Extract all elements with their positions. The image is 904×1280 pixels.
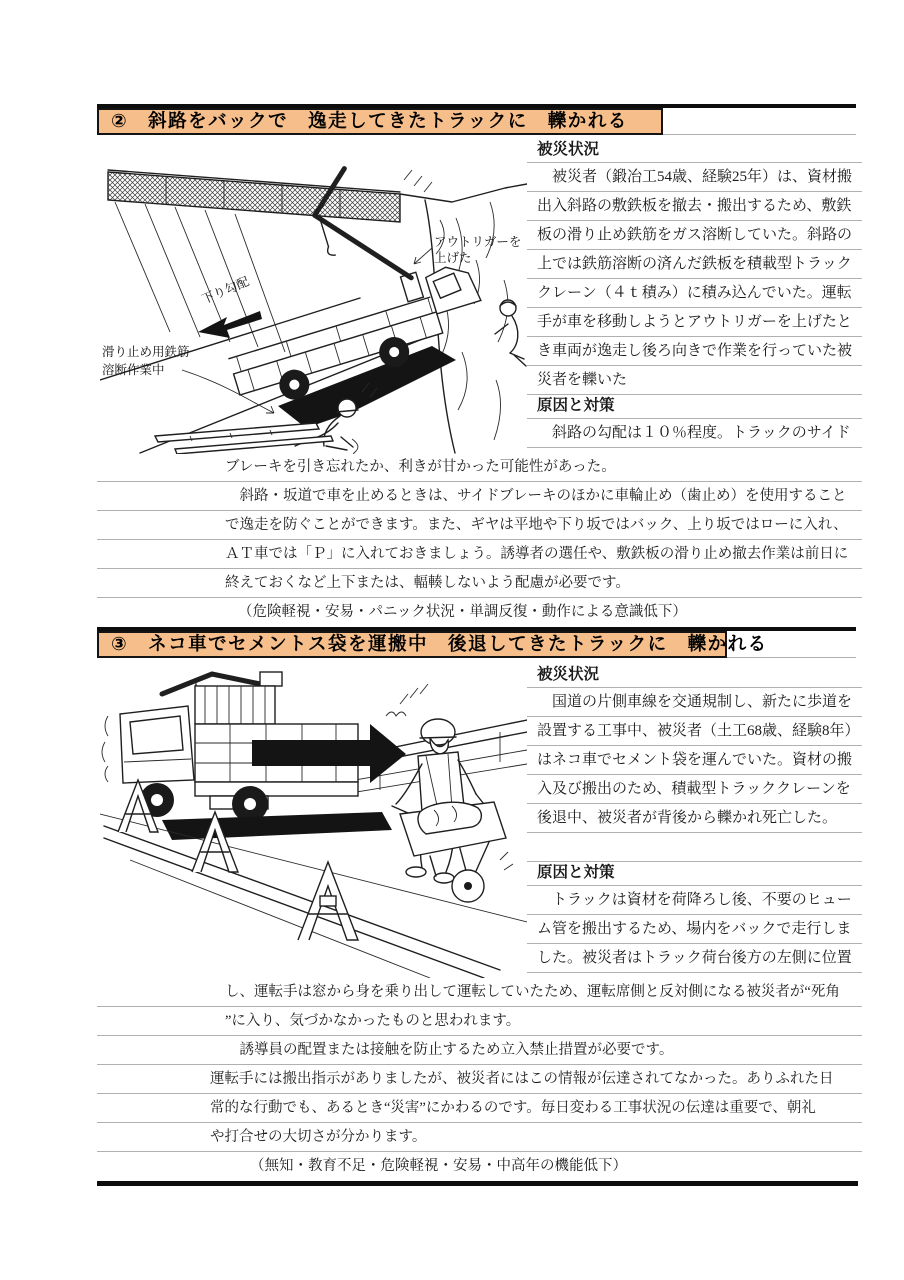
banner-2 xyxy=(97,108,663,135)
text-line: 斜路・坂道で車を止めるときは、サイドブレーキのほかに車輪止め（歯止め）を使用すること xyxy=(97,482,862,511)
status-heading: 被災状況 xyxy=(527,664,862,688)
text-line: 設置する工事中、被災者（土工68歳、経験8年） xyxy=(527,717,862,746)
label-downhill-grade: 下り勾配 xyxy=(199,273,252,307)
wheelbarrow xyxy=(392,794,513,902)
illustration-slope-accident xyxy=(100,140,527,454)
chain-link-fence xyxy=(108,170,400,222)
section3-full-width xyxy=(97,978,862,1181)
truck-shadow xyxy=(162,812,392,840)
cause-heading: 原因と対策 xyxy=(527,862,862,886)
text-line: で逸走を防ぐことができます。また、ギヤは平地や下り坂ではバック、上り坂ではローに入れ、 xyxy=(97,511,862,540)
section3-right-column xyxy=(527,664,862,973)
text-line xyxy=(527,833,862,862)
text-line: 終えておくなど上下または、輻輳しないよう配慮が必要です。 xyxy=(97,569,862,598)
label-outrigger-2: 上げた xyxy=(434,250,472,265)
text-line: き車両が逸走し後ろ向きで作業を行っていた被 xyxy=(527,337,862,366)
shock-marks xyxy=(400,684,428,704)
label-leader xyxy=(414,248,432,264)
text-line: 常的な行動でも、あるとき“災害”にかわるのです。毎日変わる工事状況の伝達は重要で、朝礼 xyxy=(97,1094,862,1123)
section2-full-width xyxy=(97,453,862,627)
text-line: 運転手には搬出指示がありましたが、被災者にはこの情報が伝達されてなかった。ありふれた日 xyxy=(97,1065,862,1094)
text-line: し、運転手は窓から身を乗り出して運転していたため、運転席側と反対側になる被災者が“死角 xyxy=(97,978,862,1007)
text-line: ム管を搬出するため、場内をバックで走行しま xyxy=(527,915,862,944)
text-line: はネコ車でセメント袋を運んでいた。資材の搬 xyxy=(527,746,862,775)
banner2-tail-rule xyxy=(663,134,856,135)
text-line: 上では鉄筋溶断の済んだ鉄板を積載型トラック xyxy=(527,250,862,279)
wheelbarrow-accident-drawing xyxy=(100,664,527,978)
speed-lines xyxy=(102,716,108,782)
slope-accident-drawing xyxy=(100,140,527,454)
text-line: クレーン（４ｔ積み）に積み込んでいた。運転 xyxy=(527,279,862,308)
section2-right-column xyxy=(527,139,862,448)
label-cutting-2: 溶断作業中 xyxy=(102,362,165,377)
text-line: 国道の片側車線を交通規制し、新たに歩道を xyxy=(527,688,862,717)
text-line: 斜路の勾配は１０％程度。トラックのサイド xyxy=(527,419,862,448)
text-line: 入及び搬出のため、積載型トラッククレーンを xyxy=(527,775,862,804)
text-line: 被災者（鍛冶工54歳、経験25年）は、資材搬 xyxy=(527,163,862,192)
shock-marks xyxy=(500,852,513,870)
iron-plates xyxy=(155,423,333,454)
worker-outrigger xyxy=(495,300,526,366)
text-line: ＡＴ車では「Ｐ」に入れておきましょう。誘導者の選任や、敷鉄板の滑り止め撤去作業は前日に xyxy=(97,540,862,569)
shock-marks xyxy=(404,170,432,192)
downhill-arrow xyxy=(198,311,262,338)
page-bottom-rule xyxy=(97,1181,858,1186)
text-line: 板の滑り止め鉄筋をガス溶断していた。斜路の xyxy=(527,221,862,250)
text-line: 誘導員の配置または接触を防止するため立入禁止措置が必要です。 xyxy=(97,1036,862,1065)
text-line: ブレーキを引き忘れたか、利きが甘かった可能性があった。 xyxy=(97,453,862,482)
text-line: 災者を轢いた xyxy=(527,366,862,395)
banner3-tail-rule xyxy=(727,657,856,658)
text-line: （無知・教育不足・危険軽視・安易・中高年の機能低下） xyxy=(250,1158,627,1174)
text-line: 出入斜路の敷鉄板を撤去・搬出するため、敷鉄 xyxy=(527,192,862,221)
text-line: した。被災者はトラック荷台後方の左側に位置 xyxy=(527,944,862,973)
banner-3 xyxy=(97,631,768,658)
label-outrigger-1: アウトリガーを xyxy=(434,234,522,249)
text-line: トラックは資材を荷降ろし後、不要のヒュー xyxy=(527,886,862,915)
status-heading: 被災状況 xyxy=(527,139,862,163)
text-line: 手が車を移動しようとアウトリガーを上げたと xyxy=(527,308,862,337)
text-line: や打合せの大切さが分かります。 xyxy=(97,1123,862,1152)
text-line: 後退中、被災者が背後から轢かれ死亡した。 xyxy=(527,804,862,833)
cut-slope xyxy=(100,202,430,453)
label-cutting-1: 滑り止め用鉄筋 xyxy=(102,344,190,359)
illustration-wheelbarrow-accident xyxy=(100,664,527,978)
banner-3-title: ③ ネコ車でセメントス袋を運搬中 後退してきたトラックに 轢かれる xyxy=(111,634,768,655)
text-line: ”に入り、気づかなかったものと思われます。 xyxy=(97,1007,862,1036)
banner-2-title: ② 斜路をバックで 逸走してきたトラックに 轢かれる xyxy=(111,111,628,132)
cause-heading: 原因と対策 xyxy=(527,395,862,419)
text-line: （危険軽視・安易・パニック状況・単調反復・動作による意識低下） xyxy=(238,604,687,620)
